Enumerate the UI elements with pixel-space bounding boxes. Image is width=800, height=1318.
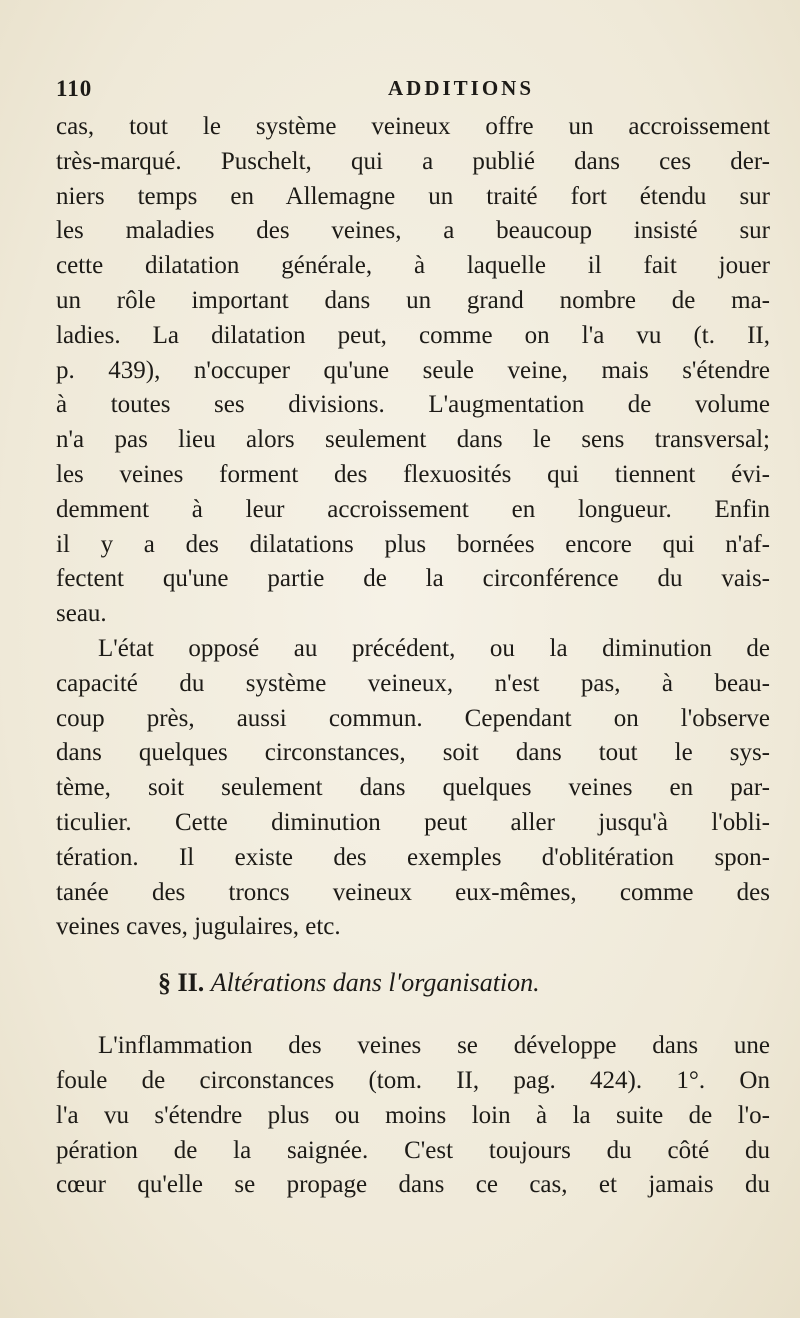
text-line-last: seau. (56, 600, 107, 628)
text-line: à toutes ses divisions. L'augmentation de volume (56, 391, 770, 419)
text-line: cas, tout le système veineux offre un accroissement (56, 113, 770, 140)
text-line: l'a vu s'étendre plus ou moins loin à la suite de l'o- (56, 1101, 770, 1129)
text-line: pération de la saignée. C'est toujours du côté du (56, 1136, 770, 1164)
section-title: Altérations dans l'organisation. (210, 968, 540, 998)
text-line-last: veines caves, jugulaires, etc. (56, 913, 341, 941)
text-line-first: L'état opposé au précédent, ou la diminution de (98, 634, 770, 662)
text-line: tération. Il existe des exemples d'oblitération spon- (56, 843, 770, 871)
text-line: ticulier. Cette diminution peut aller jusqu'à l'obli- (56, 808, 770, 836)
text-line: demment à leur accroissement en longueur. Enfin (56, 495, 770, 523)
text-line-first: L'inflammation des veines se développe dans une (98, 1032, 770, 1060)
text-line: foule de circonstances (tom. II, pag. 424). 1°. On (56, 1066, 770, 1094)
body-text (56, 110, 770, 1203)
running-head (56, 76, 756, 106)
text-line: ladies. La dilatation peut, comme on l'a vu (t. II, (56, 321, 770, 349)
text-line: tanée des troncs veineux eux-mêmes, comme des (56, 878, 770, 906)
text-line: un rôle important dans un grand nombre de ma- (56, 286, 770, 314)
paragraph-3 (56, 1029, 770, 1203)
text-line: p. 439), n'occuper qu'une seule veine, mais s'étendre (56, 356, 770, 384)
text-line: capacité du système veineux, n'est pas, à beau- (56, 669, 770, 697)
text-line: les maladies des veines, a beaucoup insisté sur (56, 217, 770, 245)
section-heading (56, 963, 770, 1003)
page-number: 110 (56, 76, 93, 101)
text-line: les veines forment des flexuosités qui tiennent évi- (56, 460, 770, 488)
text-line: dans quelques circonstances, soit dans tout le sys- (56, 739, 770, 767)
paragraph-1 (56, 110, 770, 632)
section-number: § II. (158, 968, 205, 998)
text-line: tème, soit seulement dans quelques veines en par- (56, 774, 770, 802)
text-line: fectent qu'une partie de la circonférence du vais- (56, 565, 770, 593)
text-line: il y a des dilatations plus bornées encore qui n'af- (56, 530, 770, 558)
paragraph-2 (56, 632, 770, 945)
running-title: ADDITIONS (388, 76, 535, 100)
text-line: très-marqué. Puschelt, qui a publié dans ces der- (56, 147, 770, 175)
text-line: cœur qu'elle se propage dans ce cas, et jamais du (56, 1171, 770, 1199)
text-line: niers temps en Allemagne un traité fort étendu sur (56, 182, 770, 210)
text-line: coup près, aussi commun. Cependant on l'observe (56, 704, 770, 732)
text-line: cette dilatation générale, à laquelle il fait jouer (56, 252, 770, 280)
text-line: n'a pas lieu alors seulement dans le sens transversal; (56, 426, 770, 454)
